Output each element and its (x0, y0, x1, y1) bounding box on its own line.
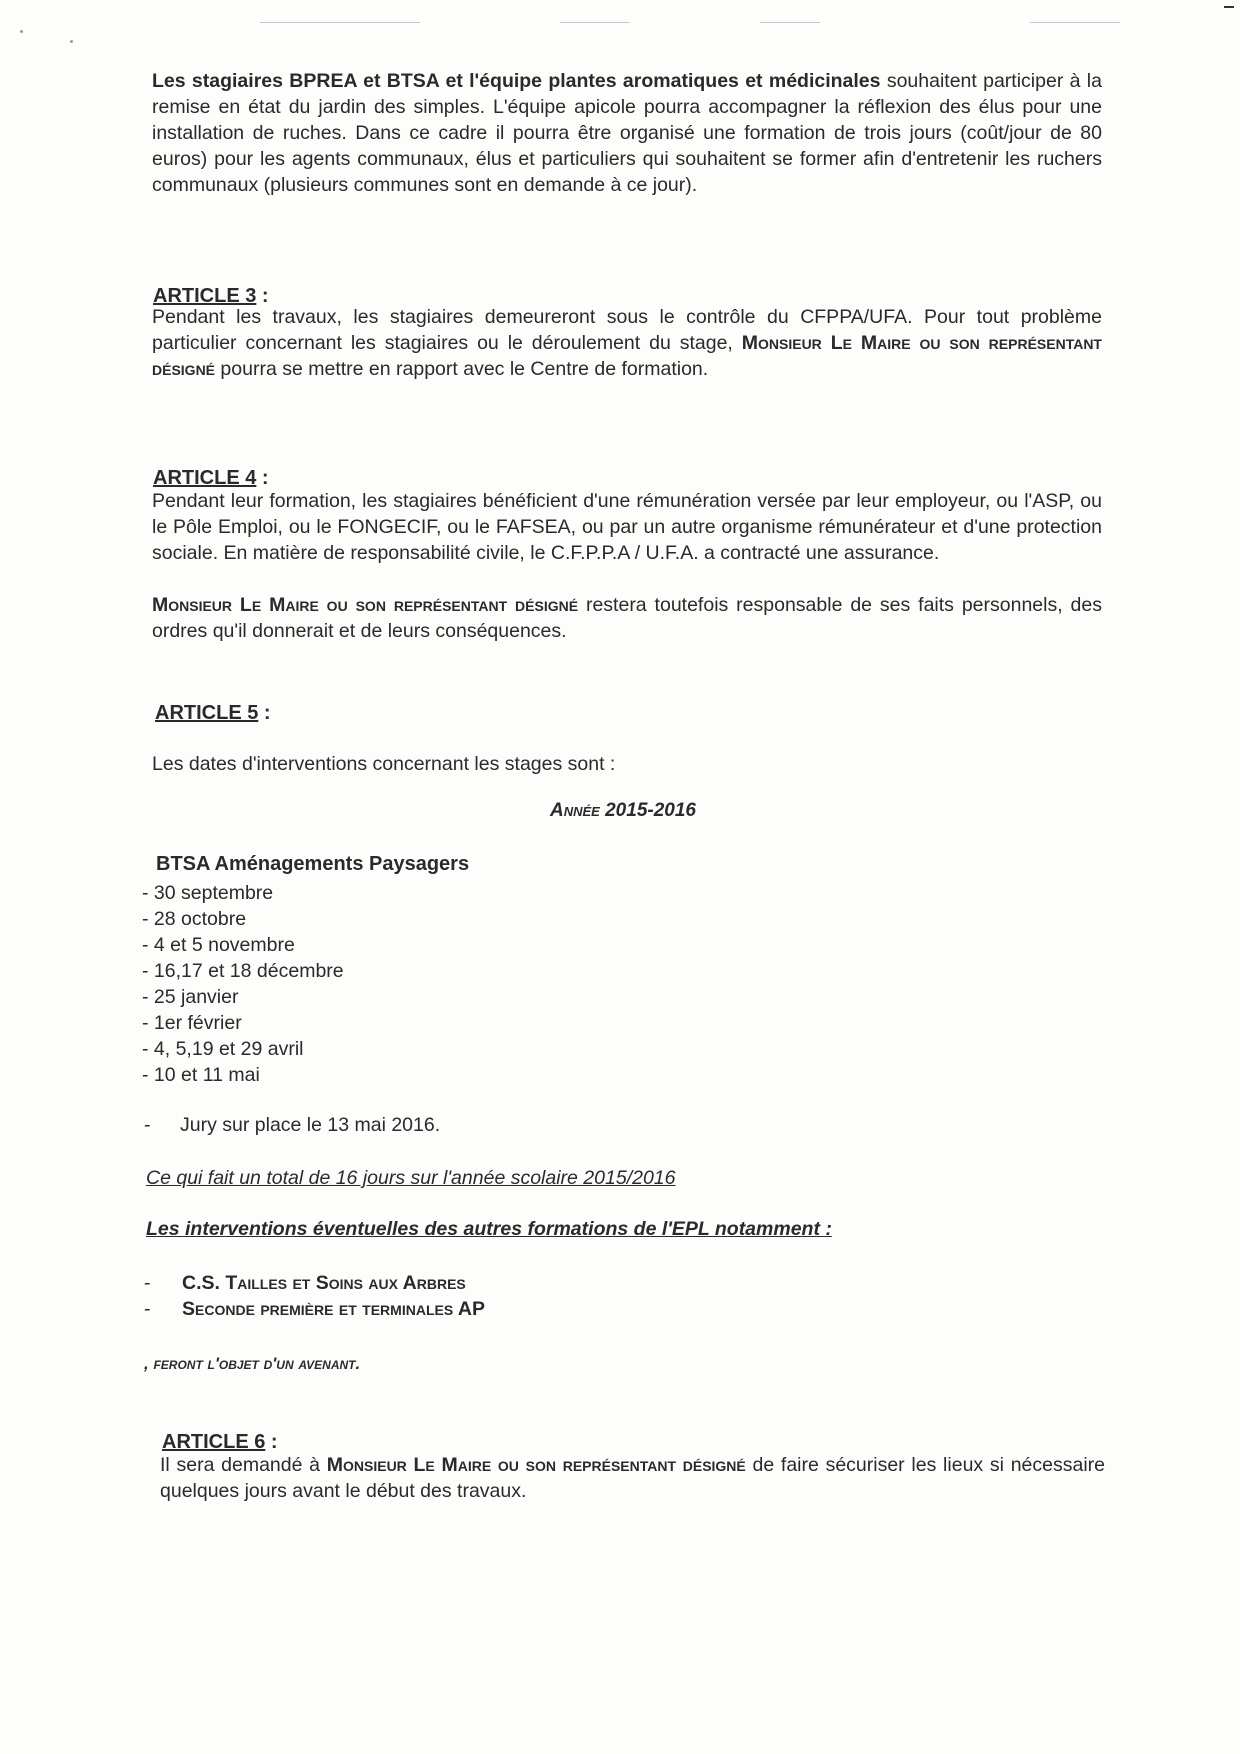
list-item: - 4, 5,19 et 29 avril (142, 1038, 304, 1060)
list-item: - 1er février (142, 1012, 242, 1034)
scan-mark (1224, 6, 1234, 8)
avenant-note: , feront l'objet d'un avenant. (144, 1354, 361, 1373)
article-3-text: Pendant les travaux, les stagiaires demeureront sous le contrôle du CFPPA/UFA. Pour tout problème particulier concernant les stagiaires ou le déroulement du stage, Monsieur Le Maire ou son représentant désigné pourra se mettre en rapport avec le Centre de formation. (152, 306, 1102, 380)
article-4-text-2: Monsieur Le Maire ou son représentant désigné restera toutefois responsable de ses faits personnels, des ordres qu'il donnerait et de leurs conséquences. (152, 594, 1102, 642)
list-item: - 30 septembre (142, 882, 274, 904)
school-year: Année 2015-2016 (550, 800, 696, 821)
jury-line: - Jury sur place le 13 mai 2016. (144, 1114, 441, 1136)
other-formations-list (144, 1270, 485, 1322)
list-item: - 25 janvier (142, 986, 239, 1008)
list-item: - 10 et 11 mai (142, 1064, 260, 1086)
other-formations-title: Les interventions éventuelles des autres formations de l'EPL notamment : (146, 1218, 832, 1240)
total-days: Ce qui fait un total de 16 jours sur l'année scolaire 2015/2016 (146, 1167, 676, 1189)
list-item: - 28 octobre (142, 908, 247, 930)
list-item: - C.S. Tailles et Soins aux Arbres (144, 1272, 466, 1294)
btsa-list-title: BTSA Aménagements Paysagers (156, 853, 470, 875)
date-list (142, 880, 344, 1088)
intro-bold-lead: Les stagiaires BPREA et BTSA et l'équipe plantes aromatiques et médicinales (152, 70, 881, 92)
mayor-reference: Monsieur Le Maire ou son représentant désigné (152, 594, 579, 616)
mayor-reference: Monsieur Le Maire ou son représentant désigné (326, 1454, 746, 1476)
article-6-text: Il sera demandé à Monsieur Le Maire ou son représentant désigné de faire sécuriser les lieux si nécessaire quelques jours avant le début des travaux. (160, 1454, 1106, 1502)
article-4-heading: ARTICLE 4 : (153, 467, 269, 489)
scan-artifact (760, 22, 820, 23)
scan-speck (70, 40, 73, 43)
intro-text: souhaitent participer à la remise en état du jardin des simples. L'équipe apicole pourra accompagner la réflexion des élus pour une installation de ruches. Dans ce cadre il pourra être organisé une formation de trois jours (coût/jour de 80 euros) pour les agents communaux, élus et particuliers qui souhaitent se former afin d'entretenir les ruchers communaux (plusieurs communes sont en demande à ce jour). (152, 70, 1102, 196)
list-item: - Seconde première et terminales AP (144, 1298, 485, 1320)
scan-speck (20, 30, 23, 33)
list-item: - 16,17 et 18 décembre (142, 960, 344, 982)
scan-artifact (1030, 22, 1120, 23)
article-5-intro: Les dates d'interventions concernant les stages sont : (152, 753, 616, 775)
list-item: - 4 et 5 novembre (142, 934, 295, 956)
article-6-heading: ARTICLE 6 : (162, 1431, 278, 1453)
article-3-heading: ARTICLE 3 : (153, 285, 269, 307)
scan-artifact (260, 22, 420, 23)
article-5-heading: ARTICLE 5 : (155, 702, 271, 724)
article-4-text: Pendant leur formation, les stagiaires bénéficient d'une rémunération versée par leur employeur, ou l'ASP, ou le Pôle Emploi, ou le FONGECIF, ou le FAFSEA, ou par un autre organisme rémunérateur et d'une protection sociale. En matière de responsabilité civile, le C.F.P.P.A / U.F.A. a contracté une assurance. (152, 490, 1102, 564)
intro-paragraph (152, 68, 1102, 198)
scan-artifact (560, 22, 630, 23)
mayor-reference: Monsieur Le Maire ou son représentant désigné (152, 332, 1102, 380)
